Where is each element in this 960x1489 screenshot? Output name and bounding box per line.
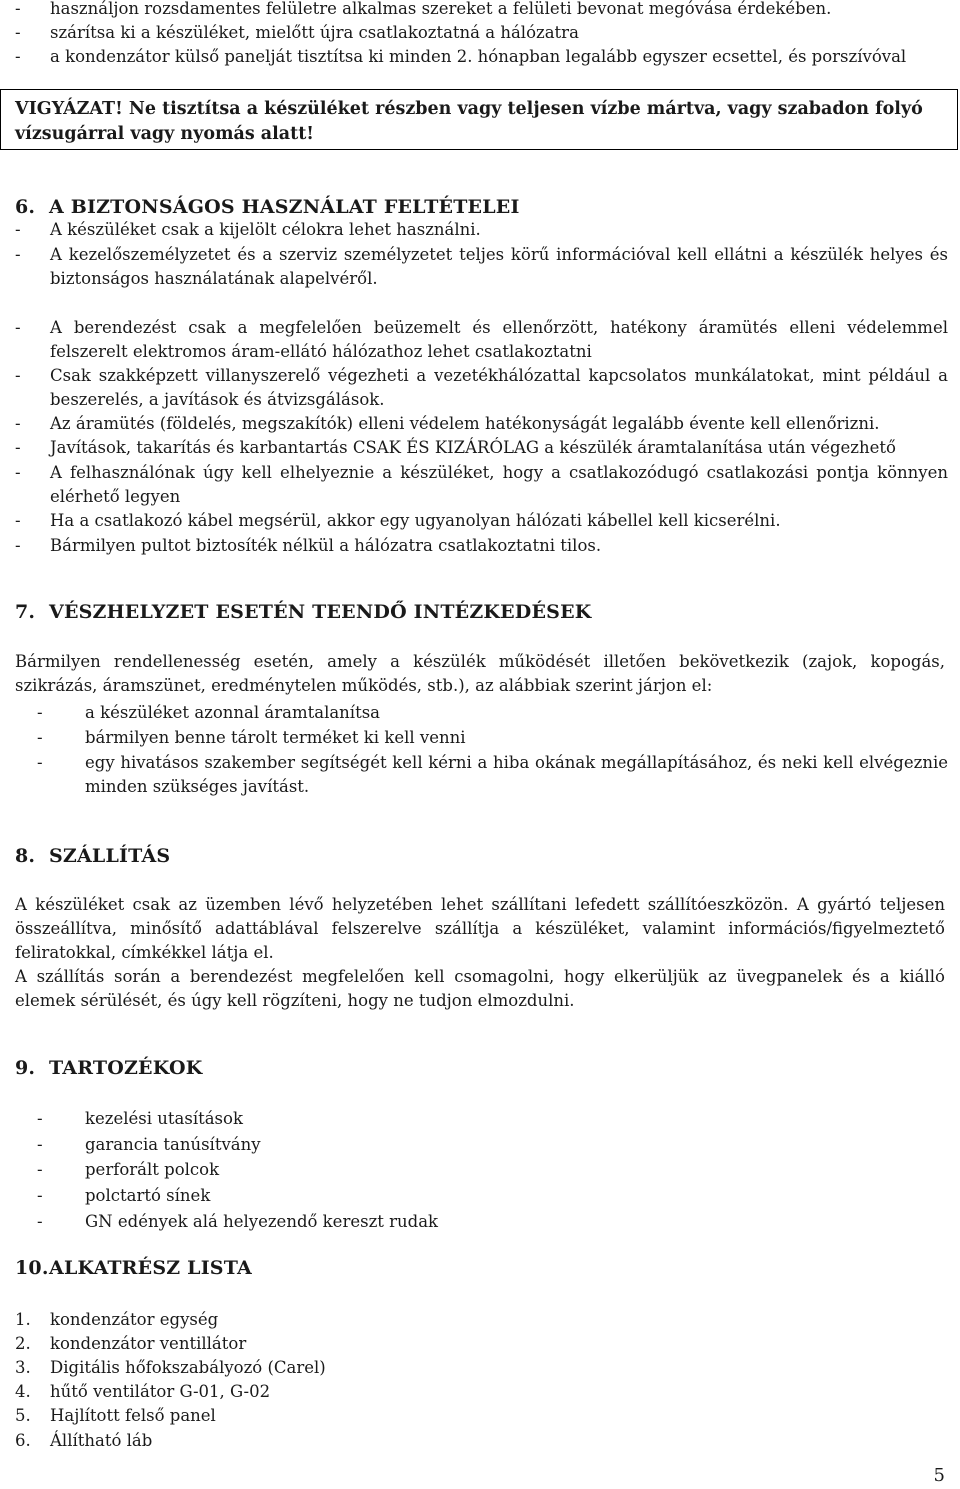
parts-item-text: kondenzátor egység xyxy=(50,1310,219,1329)
parts-item-number: 6. xyxy=(15,1431,31,1450)
list-item xyxy=(15,726,948,750)
list-dash: - xyxy=(15,245,21,264)
list-item xyxy=(15,1107,948,1131)
list-item xyxy=(15,1158,948,1182)
section-7-intro: Bármilyen rendellenesség esetén, amely a készülék működését illetően bekövetkezik (zajok, kopogás, szikrázás, áramszünet, eredménytelen működés, stb.), az alábbiak szerint járjon el: xyxy=(15,652,945,695)
list-dash: - xyxy=(15,23,21,42)
section-9-heading xyxy=(15,1057,202,1079)
parts-list-item xyxy=(15,1404,216,1428)
parts-list-item xyxy=(15,1332,246,1356)
section-number: 9. xyxy=(15,1057,36,1079)
list-dash: - xyxy=(15,0,21,18)
section-8-paragraph-1: A készüléket csak az üzemben lévő helyzetében lehet szállítani lefedett szállítóeszközön. A gyártó teljesen összeállítva, minősítő adattáblával felszerelve szállítja a készüléket, valamint információs/figyelmeztető feliratokkal, címkékkel látja el. xyxy=(15,895,945,962)
list-item xyxy=(15,45,948,69)
section-8-heading xyxy=(15,845,170,867)
list-dash: - xyxy=(37,1109,43,1128)
list-item xyxy=(15,412,948,436)
list-item xyxy=(15,509,948,533)
list-dash: - xyxy=(15,511,21,530)
list-item xyxy=(15,243,948,291)
list-dash: - xyxy=(37,1160,43,1179)
list-item xyxy=(15,1184,948,1208)
list-item-text: A berendezést csak a megfelelően beüzemelt és ellenőrzött, hatékony áramütés elleni védelemmel felszerelt elektromos áram-ellátó hálózathoz lehet csatlakoztatni xyxy=(50,318,948,361)
list-item xyxy=(15,701,948,725)
parts-item-text: Digitális hőfokszabályozó (Carel) xyxy=(50,1358,326,1377)
parts-list-item xyxy=(15,1380,270,1404)
list-dash: - xyxy=(37,1135,43,1154)
section-number: 7. xyxy=(15,601,36,623)
list-item-text: a készüléket azonnal áramtalanítsa xyxy=(85,703,381,722)
parts-item-text: Hajlított felső panel xyxy=(50,1406,216,1425)
list-item xyxy=(15,1133,948,1157)
list-dash: - xyxy=(15,414,21,433)
list-item-text: Javítások, takarítás és karbantartás CSAK ÉS KIZÁRÓLAG a készülék áramtalanítása után végezhető xyxy=(50,438,896,457)
list-dash: - xyxy=(15,366,21,385)
list-dash: - xyxy=(15,463,21,482)
parts-list-item xyxy=(15,1308,218,1332)
parts-list-item xyxy=(15,1429,152,1453)
list-dash: - xyxy=(15,438,21,457)
list-item-text: bármilyen benne tárolt terméket ki kell venni xyxy=(85,728,466,747)
list-item-text: A kezelőszemélyzetet és a szerviz személyzetet teljes körű információval kell ellátni a készülék helyes és biztonságos használatának alapelvéről. xyxy=(50,245,948,288)
parts-item-text: kondenzátor ventillátor xyxy=(50,1334,247,1353)
list-item xyxy=(15,1210,948,1234)
list-item-text: Az áramütés (földelés, megszakítók) elleni védelem hatékonyságát legalább évente kell ellenőrizni. xyxy=(50,414,880,433)
list-dash: - xyxy=(37,1186,43,1205)
list-item-text: egy hivatásos szakember segítségét kell kérni a hiba okának megállapításához, és neki kell elvégeznie minden szükséges javítást. xyxy=(85,753,948,796)
list-item xyxy=(15,316,948,364)
list-dash: - xyxy=(15,47,21,66)
parts-item-number: 1. xyxy=(15,1310,31,1329)
list-dash: - xyxy=(15,318,21,337)
list-item-text: a kondenzátor külső panelját tisztítsa ki minden 2. hónapban legalább egyszer ecsettel, és porszívóval xyxy=(50,47,907,66)
list-dash: - xyxy=(37,728,43,747)
section-7-heading xyxy=(15,601,591,623)
list-dash: - xyxy=(15,536,21,555)
list-dash: - xyxy=(37,703,43,722)
list-dash: - xyxy=(37,753,43,772)
section-6-heading xyxy=(15,196,520,218)
section-number: 8. xyxy=(15,845,36,867)
section-8-paragraph-2: A szállítás során a berendezést megfelelően kell csomagolni, hogy elkerüljük az üvegpanelek és a kiálló elemek sérülését, és úgy kell rögzíteni, hogy ne tudjon elmozdulni. xyxy=(15,967,945,1010)
parts-item-number: 4. xyxy=(15,1382,31,1401)
parts-item-text: Állítható láb xyxy=(50,1431,153,1450)
list-item xyxy=(15,436,948,460)
section-title: A BIZTONSÁGOS HASZNÁLAT FELTÉTELEI xyxy=(49,196,520,218)
section-number: 10. xyxy=(15,1257,49,1279)
parts-item-text: hűtő ventilátor G-01, G-02 xyxy=(50,1382,271,1401)
parts-list-item xyxy=(15,1356,326,1380)
list-item-text: A felhasználónak úgy kell elhelyeznie a készüléket, hogy a csatlakozódugó csatlakozási pontja könnyen elérhető legyen xyxy=(50,463,948,506)
list-item xyxy=(15,364,948,412)
list-dash: - xyxy=(37,1212,43,1231)
list-item xyxy=(15,21,948,45)
list-item-text: szárítsa ki a készüléket, mielőtt újra csatlakoztatná a hálózatra xyxy=(50,23,579,42)
section-title: ALKATRÉSZ LISTA xyxy=(49,1257,252,1279)
list-item-text: Ha a csatlakozó kábel megsérül, akkor egy ugyanolyan hálózati kábellel kell kicserélni. xyxy=(50,511,781,530)
list-item-text: garancia tanúsítvány xyxy=(85,1135,261,1154)
section-number: 6. xyxy=(15,196,36,218)
list-item-text: használjon rozsdamentes felületre alkalmas szereket a felületi bevonat megóvása érdekében. xyxy=(50,0,832,18)
page-number: 5 xyxy=(933,1465,945,1486)
list-item-text: GN edények alá helyezendő kereszt rudak xyxy=(85,1212,439,1231)
list-item xyxy=(15,0,948,21)
list-item xyxy=(15,751,948,799)
list-item-text: Bármilyen pultot biztosíték nélkül a hálózatra csatlakoztatni tilos. xyxy=(50,536,602,555)
list-item xyxy=(15,461,948,509)
parts-item-number: 3. xyxy=(15,1358,31,1377)
list-item-text: Csak szakképzett villanyszerelő végezheti a vezetékhálózattal kapcsolatos munkálatokat, mint például a beszerelés, a javítások és átvizsgálások. xyxy=(50,366,948,409)
section-title: SZÁLLÍTÁS xyxy=(49,845,171,867)
list-item-text: A készüléket csak a kijelölt célokra lehet használni. xyxy=(50,220,481,239)
list-item xyxy=(15,218,948,242)
warning-text: VIGYÁZAT! Ne tisztítsa a készüléket részben vagy teljesen vízbe mártva, vagy szabadon folyó vízsugárral vagy nyomás alatt! xyxy=(15,99,923,144)
list-dash: - xyxy=(15,220,21,239)
section-title: VÉSZHELYZET ESETÉN TEENDŐ INTÉZKEDÉSEK xyxy=(49,601,592,623)
parts-item-number: 2. xyxy=(15,1334,31,1353)
list-item xyxy=(15,534,948,558)
list-item-text: perforált polcok xyxy=(85,1160,220,1179)
parts-item-number: 5. xyxy=(15,1406,31,1425)
list-item-text: polctartó sínek xyxy=(85,1186,211,1205)
section-title: TARTOZÉKOK xyxy=(49,1057,203,1079)
list-item-text: kezelési utasítások xyxy=(85,1109,243,1128)
section-10-heading xyxy=(15,1257,252,1279)
